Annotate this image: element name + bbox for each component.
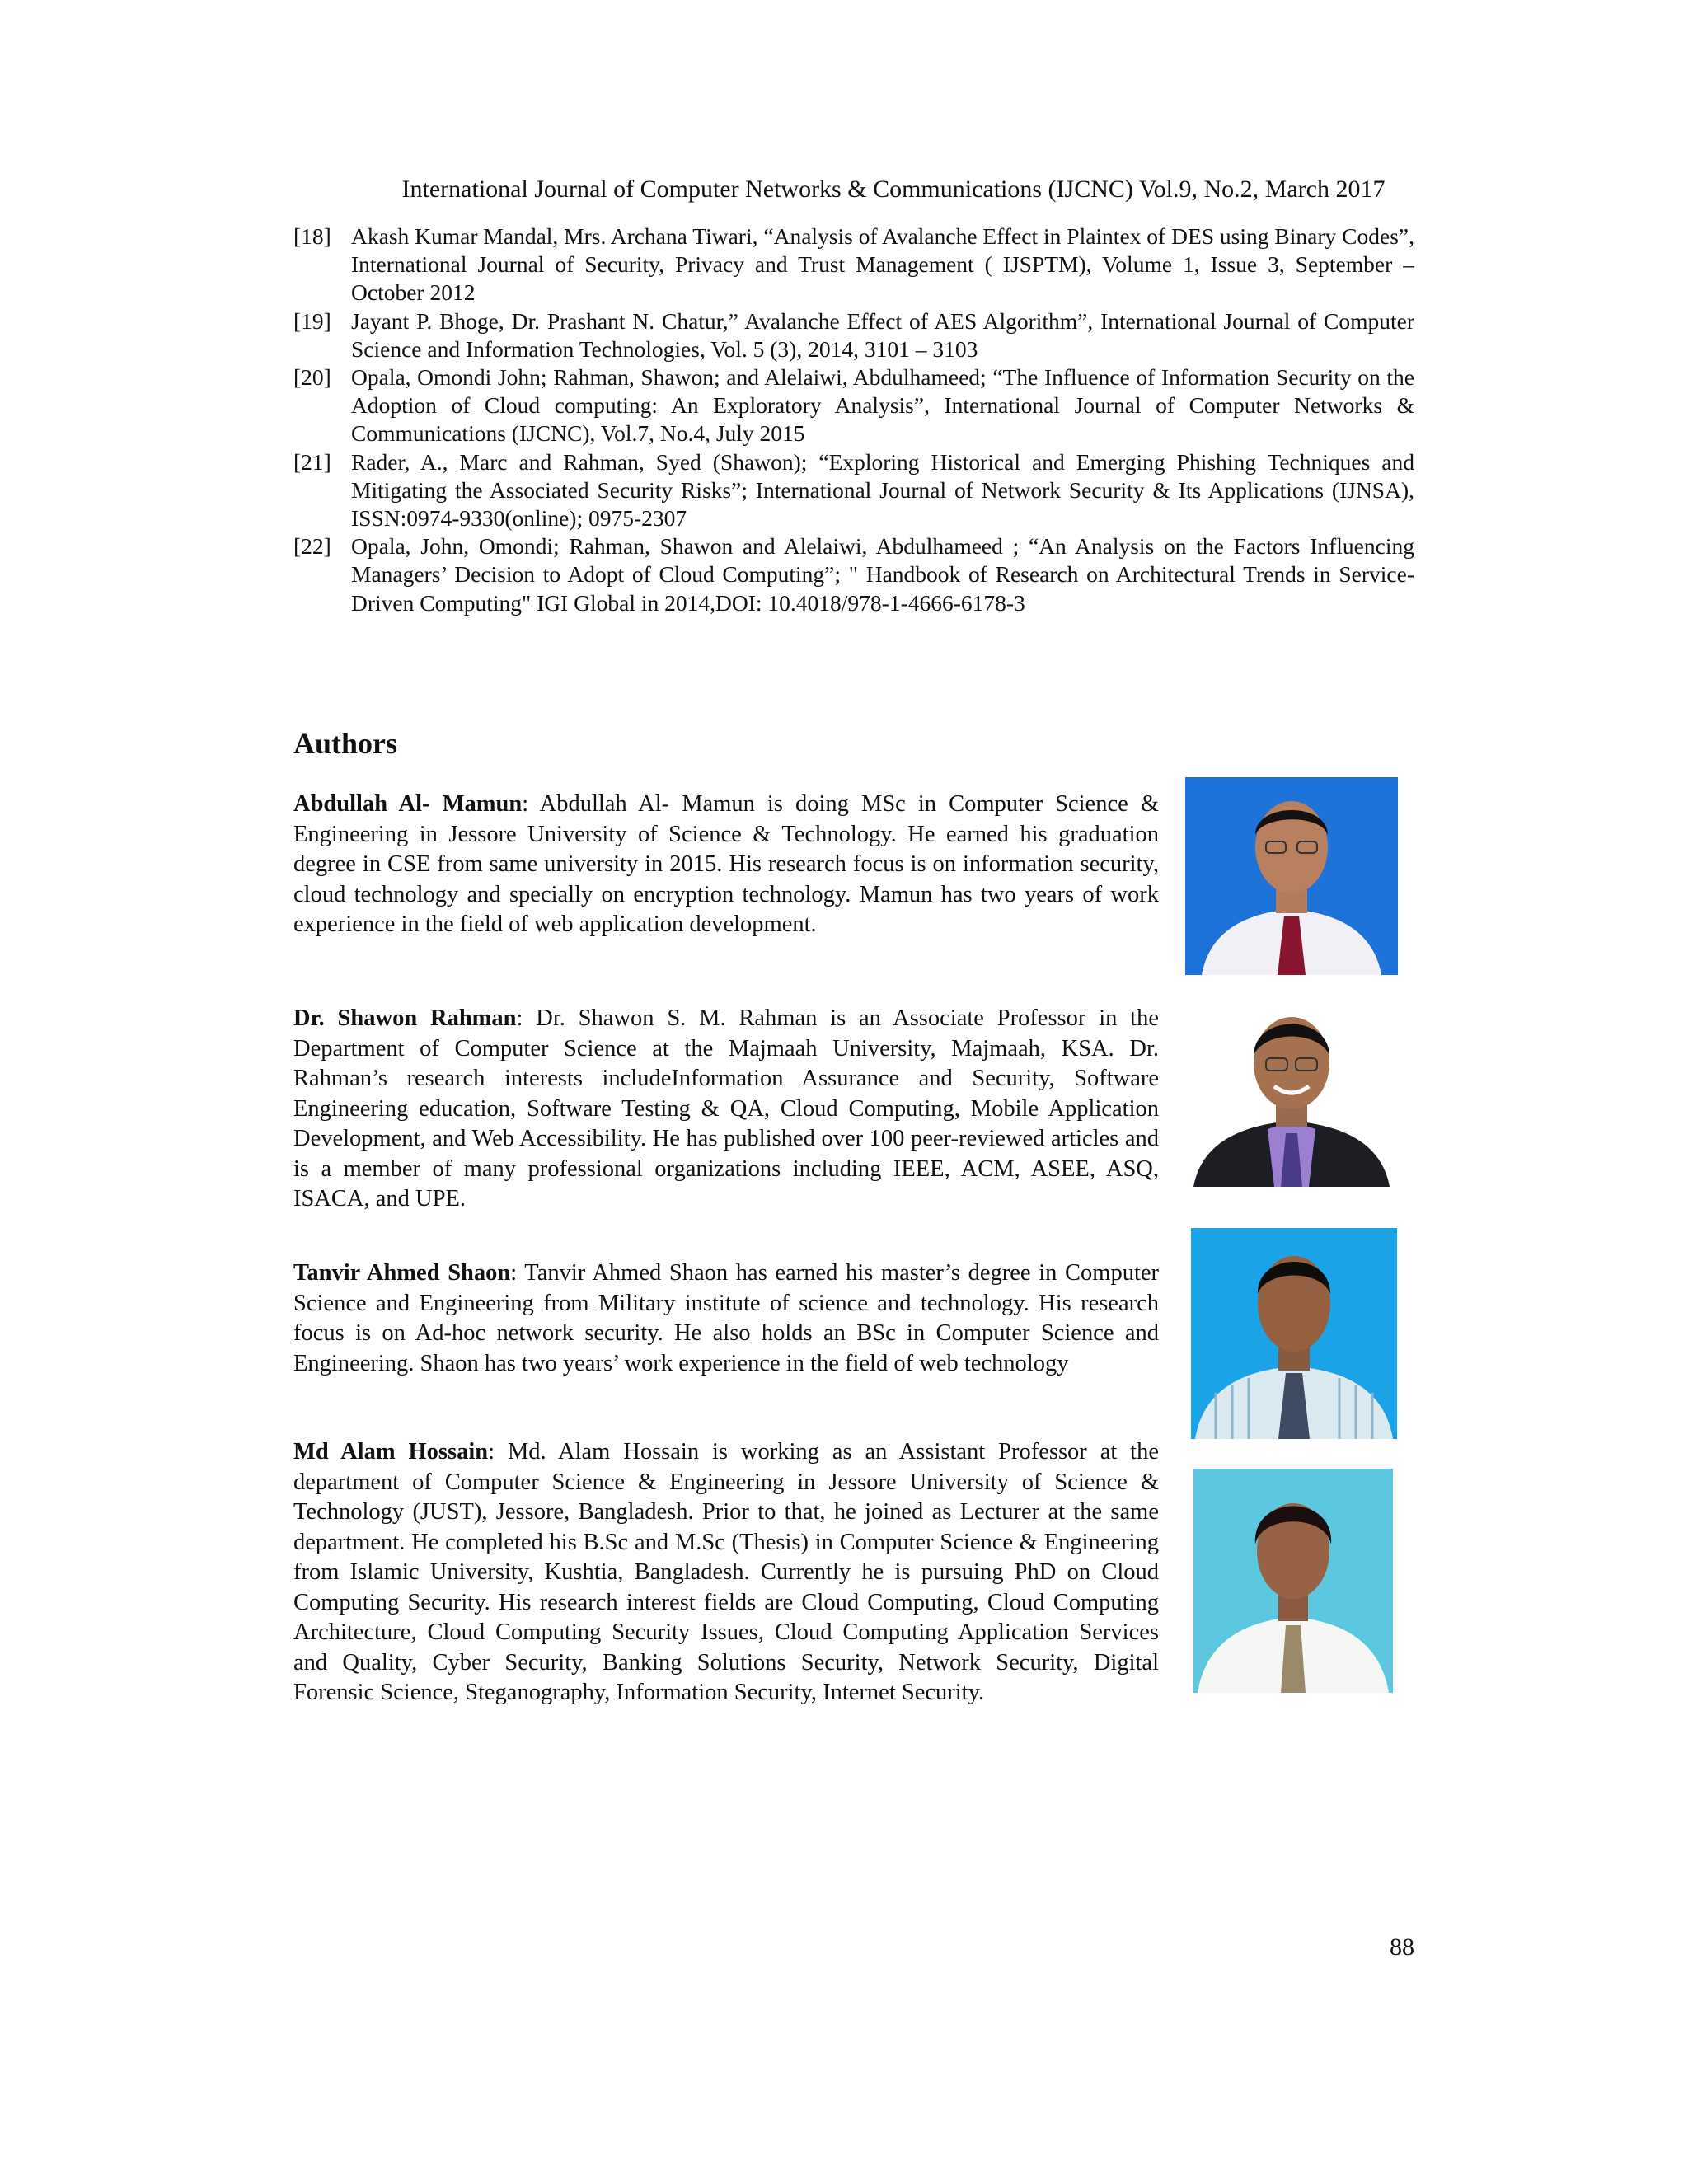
author-bio [293, 790, 1159, 940]
reference-number: [19] [293, 307, 331, 334]
author-photo-image [1191, 1228, 1397, 1439]
author-photo [1185, 777, 1398, 975]
author-name: Md Alam Hossain [293, 1439, 489, 1465]
author-photo [1191, 1228, 1397, 1439]
reference-item [293, 448, 1414, 533]
reference-text: Jayant P. Bhoge, Dr. Prashant N. Chatur,” Avalanche Effect of AES Algorithm”, International Journal of Computer Science and Information Technologies, Vol. 5 (3), 2014, 3101 – 3103 [351, 307, 1414, 362]
reference-number: [21] [293, 448, 331, 475]
author-photo-image [1193, 1469, 1393, 1693]
author-photo-image [1185, 777, 1398, 975]
author-name: Abdullah Al- Mamun [293, 791, 523, 817]
author-bio [293, 1258, 1159, 1379]
author-photo-image [1185, 997, 1398, 1187]
page-number: 88 [1390, 1933, 1414, 1961]
reference-text: Opala, John, Omondi; Rahman, Shawon and Alelaiwi, Abdulhameed ; “An Analysis on the Factors Influencing Managers’ Decision to Adopt of Cloud Computing”; " Handbook of Research on Architectural Trends in Service-Driven Computing" IGI Global in 2014,DOI: 10.4018/978-1-4666-6178-3 [351, 533, 1414, 616]
author-bio-text: : Tanvir Ahmed Shaon has earned his master’s degree in Computer Science and Engineering from Military institute of science and technology. His research focus is on Ad-hoc network security. He also holds an BSc in Computer Science and Engineering. Shaon has two years’ work experience in the field of web technology [293, 1260, 1159, 1376]
references-list [293, 223, 1414, 617]
author-bio-text: : Dr. Shawon S. M. Rahman is an Associate Professor in the Department of Computer Science at the Majmaah University, Majmaah, KSA. Dr. Rahman’s research interests includeInformation Assurance and Security, Software Engineering education, Software Testing & QA, Cloud Computing, Mobile Application Development, and Web Accessibility. He has published over 100 peer-reviewed articles and is a member of many professional organizations including IEEE, ACM, ASEE, ASQ, ISACA, and UPE. [293, 1005, 1159, 1212]
author-bio-text: : Md. Alam Hossain is working as an Assistant Professor at the department of Computer Science & Engineering in Jessore University of Science & Technology (JUST), Jessore, Bangladesh. Prior to that, he joined as Lecturer at the same department. He completed his B.Sc and M.Sc (Thesis) in Computer Science & Engineering from Islamic University, Kushtia, Bangladesh. Currently he is pursuing PhD on Cloud Computing Security. His research interest fields are Cloud Computing, Cloud Computing Architecture, Cloud Computing Security Issues, Cloud Computing Application Services and Quality, Cyber Security, Banking Solutions Security, Network Security, Digital Forensic Science, Steganography, Information Security, Internet Security. [293, 1439, 1159, 1705]
author-bio-text: : Abdullah Al- Mamun is doing MSc in Computer Science & Engineering in Jessore University of Science & Technology. He earned his graduation degree in CSE from same university in 2015. His research focus is on information security, cloud technology and specially on encryption technology. Mamun has two years of work experience in the field of web application development. [293, 791, 1159, 937]
reference-text: Opala, Omondi John; Rahman, Shawon; and Alelaiwi, Abdulhameed; “The Influence of Information Security on the Adoption of Cloud computing: An Exploratory Analysis”, International Journal of Computer Networks & Communications (IJCNC), Vol.7, No.4, July 2015 [351, 364, 1414, 447]
reference-item [293, 532, 1414, 617]
reference-text: Rader, A., Marc and Rahman, Syed (Shawon); “Exploring Historical and Emerging Phishing Techniques and Mitigating the Associated Security Risks”; International Journal of Network Security & Its Applications (IJNSA), ISSN:0974-9330(online); 0975-2307 [351, 448, 1414, 532]
reference-number: [20] [293, 364, 331, 391]
authors-heading: Authors [293, 727, 398, 760]
author-photo [1193, 1469, 1393, 1693]
journal-header: International Journal of Computer Networks & Communications (IJCNC) Vol.9, No.2, March 2017 [401, 176, 1386, 203]
author-photo [1185, 997, 1398, 1187]
author-name: Dr. Shawon Rahman [293, 1005, 517, 1031]
reference-item [293, 307, 1414, 363]
author-name: Tanvir Ahmed Shaon [293, 1260, 511, 1286]
reference-text: Akash Kumar Mandal, Mrs. Archana Tiwari, “Analysis of Avalanche Effect in Plaintex of DES using Binary Codes”, International Journal of Security, Privacy and Trust Management ( IJSPTM), Volume 1, Issue 3, September – October 2012 [351, 223, 1414, 306]
reference-item [293, 363, 1414, 448]
reference-item [293, 223, 1414, 307]
reference-number: [22] [293, 533, 331, 560]
author-bio [293, 1004, 1159, 1215]
author-bio [293, 1437, 1159, 1708]
reference-number: [18] [293, 223, 331, 249]
